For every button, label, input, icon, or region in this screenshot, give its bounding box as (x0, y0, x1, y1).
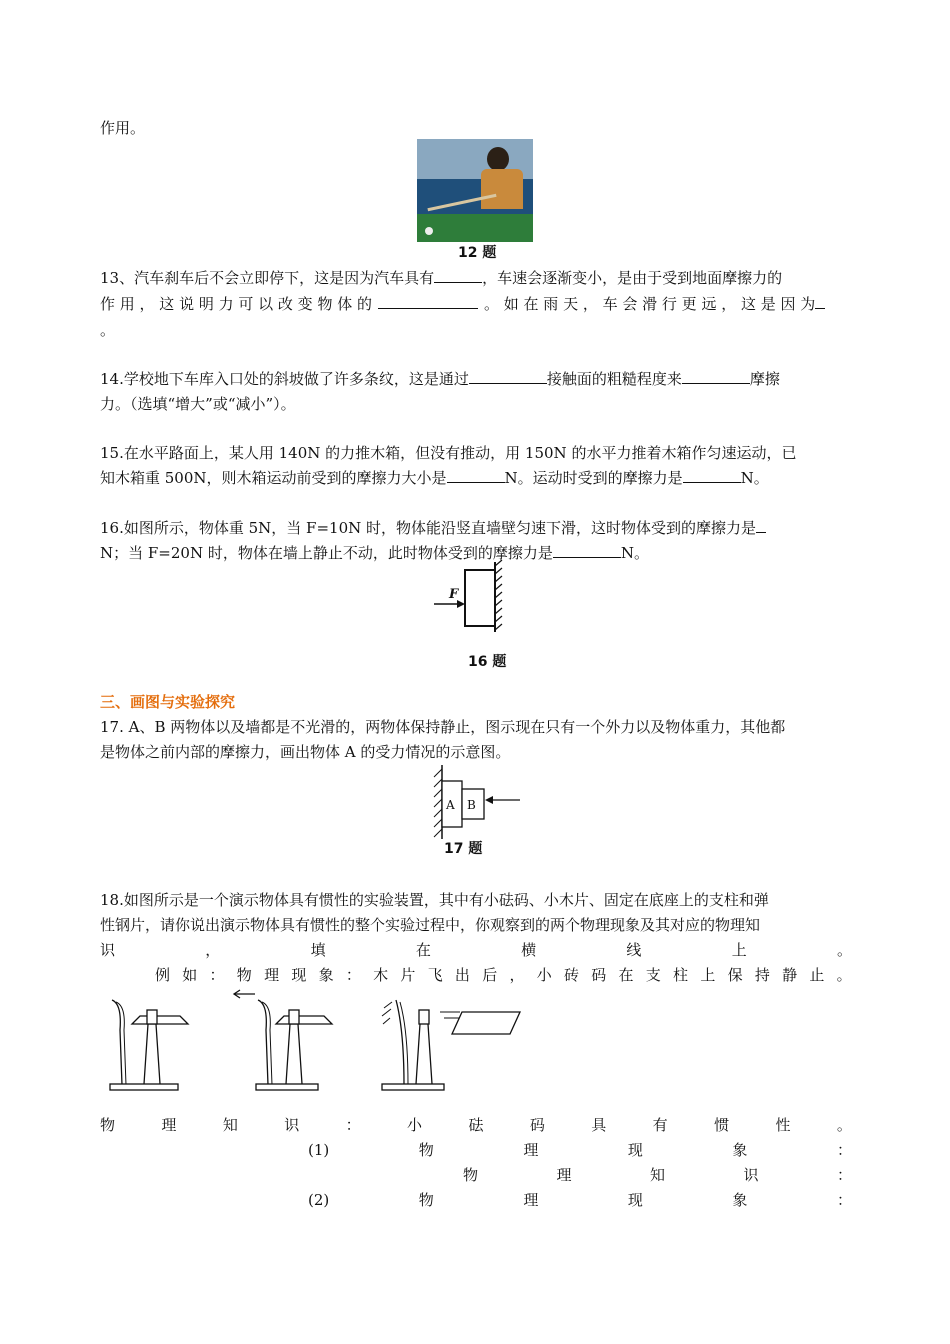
q17-line1: 17. A、B 两物体以及墙都是不光滑的，两物体保持静止，图示现在只有一个外力以及物体重力，其他都 (100, 718, 786, 736)
q14-blank2[interactable] (682, 369, 750, 384)
q18-line2: 性钢片，请你说出演示物体具有惯性的整个实验过程中，你观察到的两个物理现象及其对应的物理知 (100, 916, 761, 934)
q18-answer1-knowledge[interactable]: 物 理 知 识 ： (463, 1166, 852, 1184)
q14-line1: 14.学校地下车库入口处的斜坡做了许多条纹，这是通过 接触面的粗糙程度来 摩擦 (100, 370, 780, 388)
q18-line1: 18.如图所示是一个演示物体具有惯性的实验装置，其中有小砝码、小木片、固定在底座上的支柱和弹 (100, 891, 769, 909)
fig18-weight-3 (419, 1010, 429, 1024)
fig18-woodpiece-1 (132, 1016, 188, 1024)
fig18-vibration-marks (382, 1002, 392, 1024)
q13-blank3[interactable] (815, 294, 825, 309)
q18-line3: 识 ， 填 在 横 线 上 。 (100, 941, 852, 959)
fig12-caption: 12 题 (458, 245, 497, 261)
fig18-weight-2 (289, 1010, 299, 1024)
q15-blank2[interactable] (683, 468, 741, 483)
fig18-woodpiece-2 (276, 1016, 332, 1024)
fig17-diagram (430, 763, 522, 841)
q15-blank1[interactable] (447, 468, 505, 483)
fig18-base-2 (256, 1084, 318, 1090)
q13-line1: 13、汽车刹车后不会立即停下，这是因为汽车具有 ，车速会逐渐变小，是由于受到地面摩擦力的 (100, 269, 783, 287)
fig18-weight-1 (147, 1010, 157, 1024)
q16-blank2[interactable] (553, 543, 621, 558)
q16-line2: N；当 F=20N 时，物体在墙上静止不动，此时物体受到的摩擦力是 N。 (100, 544, 649, 562)
fig18-diagram (100, 990, 530, 1095)
fig16-wall-hatching (495, 560, 502, 630)
fig17-caption: 17 题 (444, 841, 483, 857)
q18-example-knowledge: 物 理 知 识 ： 小 砝 码 具 有 惯 性 。 (100, 1116, 852, 1134)
fig16-block (465, 570, 495, 626)
fig17-label-b: B (467, 798, 476, 812)
q14-line2: 力。（选填“增大”或“减小”）。 (100, 395, 296, 413)
fig18-steel-strip-1 (112, 1000, 122, 1085)
q14-blank1[interactable] (469, 369, 547, 384)
fig17-arrowhead (485, 796, 493, 804)
q16-line1: 16.如图所示，物体重 5N，当 F=10N 时，物体能沿竖直墙壁匀速下滑，这时物体受到的摩擦力是 (100, 518, 766, 538)
fig16-diagram (430, 562, 510, 632)
fig16-caption: 16 题 (468, 654, 507, 670)
fig18-stage2 (234, 990, 332, 1090)
q15-line2: 知木箱重 500N，则木箱运动前受到的摩擦力大小是 N。运动时受到的摩擦力是 N。 (100, 469, 769, 487)
q17-line2: 是物体之前内部的摩擦力，画出物体 A 的受力情况的示意图。 (100, 743, 511, 761)
q15-line1: 15.在水平路面上，某人用 140N 的力推木箱，但没有推动，用 150N 的水平力推着木箱作匀速运动，已 (100, 444, 797, 462)
fig18-base-1 (110, 1084, 178, 1090)
q13-line3: 。 (100, 321, 116, 339)
q16-blank1[interactable] (756, 518, 766, 533)
fig18-base-3 (382, 1084, 444, 1090)
fig18-flying-woodpiece (452, 1012, 520, 1034)
fig18-post-1 (144, 1024, 160, 1084)
q18-example-phenomenon: 例 如 ： 物 理 现 象 ： 木 片 飞 出 后 ， 小 砖 码 在 支 柱 上 保 持 静 止 。 (155, 966, 852, 984)
q18-answer2-phenomenon[interactable]: (2) 物 理 现 象 ： (308, 1191, 852, 1209)
fig17-wall-hatching (434, 769, 442, 837)
fig18-stage1 (110, 1000, 188, 1090)
section-title: 三、画图与实验探究 (100, 693, 236, 711)
q18-answer1-phenomenon[interactable]: (1) 物 理 现 象 ： (308, 1141, 852, 1159)
q13-blank2[interactable] (378, 294, 478, 309)
fig18-post-3 (416, 1024, 432, 1084)
fig18-stage3 (382, 1000, 520, 1090)
q13-line2: 作 用 ， 这 说 明 力 可 以 改 变 物 体 的 。 如 在 雨 天 ， 车 会 滑 行 更 远 ， 这 是 因 为 (100, 294, 825, 314)
fig16-force-label: F (449, 587, 459, 602)
q13-blank1[interactable] (434, 268, 482, 283)
fig18-post-2 (286, 1024, 302, 1084)
fig17-label-a: A (446, 798, 455, 812)
continued-text: 作用。 (100, 119, 146, 137)
fig12-photo (417, 139, 533, 242)
